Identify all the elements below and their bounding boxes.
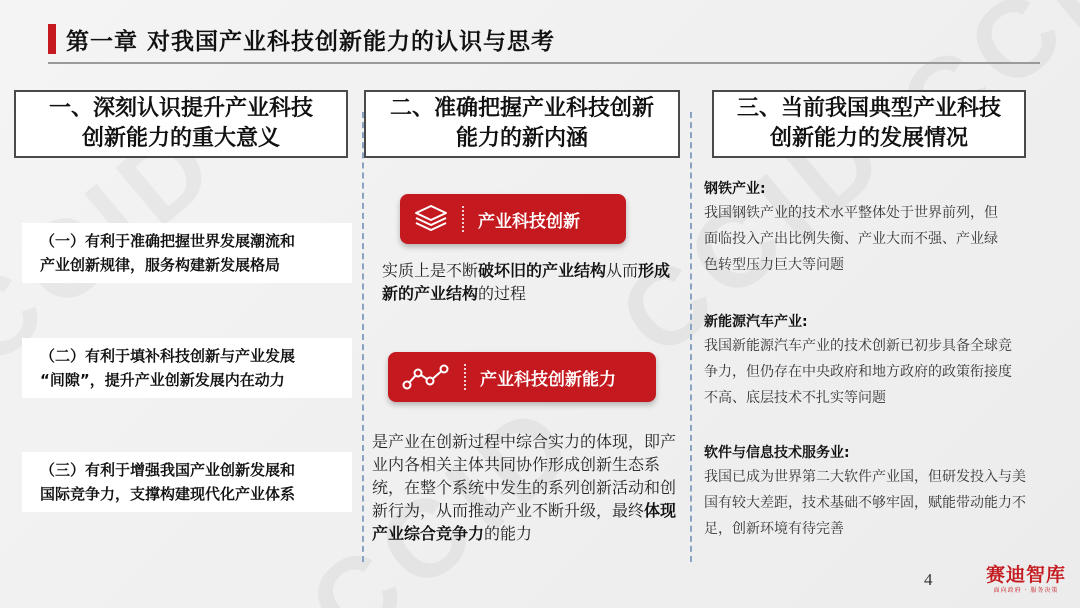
left-column-header [14,90,348,158]
industry-heading: 新能源汽车产业: [704,314,808,330]
significance-item-1 [22,223,352,283]
capability-definition [372,430,684,545]
industry-line: 色转型压力巨大等问题 [704,257,844,273]
title-bar [48,22,555,56]
industry-line: 面临投入产出比例失衡、产业大而不强、产业绿 [704,231,998,247]
mid-header-line2: 能力的新内涵 [455,126,588,151]
industry-line: 不高、底层技术不扎实等问题 [704,390,886,406]
significance-item-3-line2: 国际竞争力，支撑构建现代化产业体系 [40,485,296,503]
capability-emphasis: 体现产业综合竞争力 [372,501,677,543]
column-divider-left [362,112,364,562]
tag-separator [464,364,466,390]
mid-header-line1: 二、准确把握产业科技创新 [389,96,654,121]
definition-text: 的过程 [478,284,527,303]
industry-line: 足，创新环境有待完善 [704,521,844,537]
capability-text: 的能力 [484,524,533,543]
significance-item-2-line2: “间隙”，提升产业创新发展内在动力 [40,371,285,389]
significance-item-2-line1: （二）有利于填补科技创新与产业发展 [40,347,296,365]
industry-heading: 软件与信息技术服务业: [704,445,850,461]
mid-column-header [364,90,680,158]
column-divider-right [690,112,692,562]
industry-steel [704,178,1054,278]
industry-nev [704,311,1054,411]
significance-item-1-line1: （一）有利于准确把握世界发展潮流和 [40,232,296,250]
right-column-header [712,90,1026,158]
tag-innovation-capability [388,352,656,402]
definition-emphasis: 破坏旧的产业结构 [478,261,607,280]
tag-industrial-innovation [400,194,626,244]
industry-line: 我国已成为世界第二大软件产业国，但研发投入与美 [704,469,1026,485]
significance-item-2 [22,338,352,398]
industry-line: 我国新能源汽车产业的技术创新已初步具备全球竞 [704,338,1012,354]
tag-separator [462,206,464,232]
definition-text: 从而 [606,261,639,280]
industry-line: 国有较大差距，技术基础不够牢固，赋能带动能力不 [704,495,1026,511]
industry-software [704,442,1054,542]
tag-innovation-capability-label: 产业科技创新能力 [480,369,616,390]
significance-item-3-line1: （三）有利于增强我国产业创新发展和 [40,461,296,479]
significance-item-3 [22,452,352,512]
page-number: 4 [924,570,933,589]
industry-line: 我国钢铁产业的技术水平整体处于世界前列，但 [704,205,998,221]
definition-text: 实质上是不断 [382,261,479,280]
right-header-line2: 创新能力的发展情况 [769,126,968,151]
page-title: 第一章 对我国产业科技创新能力的认识与思考 [66,28,556,55]
industry-heading: 钢铁产业: [704,181,766,197]
capability-text: 是产业在创新过程中综合实力的体现，即产业内各相关主体共同协作形成创新生态系统，在整个系统中发生的系列创新活动和创新行为，从而推动产业不断升级，最终 [372,432,677,520]
left-header-line2: 创新能力的重大意义 [81,126,280,151]
line-chart-icon [388,352,464,402]
definition-emphasis: 形成新的产业结构 [382,261,671,303]
title-divider [48,62,1040,64]
right-header-line1: 三、当前我国典型产业科技 [736,96,1001,121]
title-accent-bar [48,24,56,54]
brand-name: 赛迪智库 [985,564,1066,586]
innovation-definition [382,259,682,305]
brand-slogan: 面向政府 · 服务决策 [993,587,1059,594]
tag-industrial-innovation-label: 产业科技创新 [478,211,580,232]
layers-icon [400,194,462,244]
left-header-line1: 一、深刻认识提升产业科技 [48,96,313,121]
industry-line: 争力，但仍存在中央政府和地方政府的政策衔接度 [704,364,1012,380]
significance-item-1-line2: 产业创新规律，服务构建新发展格局 [40,256,281,274]
brand-logo [978,564,1074,595]
